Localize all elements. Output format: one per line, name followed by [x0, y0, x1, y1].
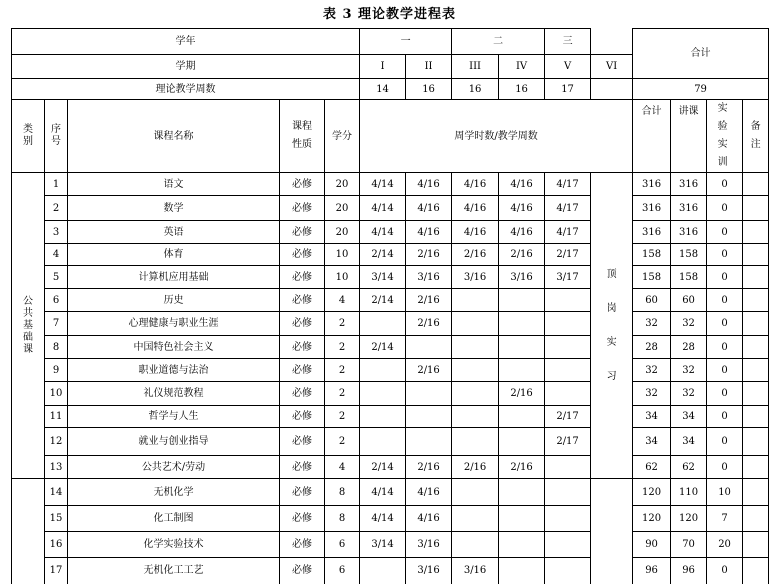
row-no: 17 [45, 558, 68, 584]
row-sem-3: 3/16 [452, 558, 499, 584]
row-sem-2 [406, 406, 452, 428]
table-row [12, 173, 769, 196]
header-year-3-spacer [591, 29, 633, 55]
table-row [12, 532, 769, 558]
row-remark [743, 289, 769, 312]
row-sem-4 [499, 289, 545, 312]
row-lab: 0 [707, 266, 743, 289]
row-course-name: 化学实验技术 [68, 532, 280, 558]
table-row [12, 382, 769, 406]
row-sem-5 [545, 359, 591, 382]
row-sem-1: 4/14 [360, 221, 406, 244]
row-sem-2: 4/16 [406, 173, 452, 196]
row-credit: 10 [325, 266, 360, 289]
row-credit: 8 [325, 506, 360, 532]
row-sem-3: 4/16 [452, 196, 499, 221]
row-course-type: 必修 [280, 289, 325, 312]
row-course-name: 化工制图 [68, 506, 280, 532]
row-sem-5: 4/17 [545, 173, 591, 196]
row-total: 158 [633, 266, 671, 289]
row-no: 13 [45, 456, 68, 479]
table-row [12, 558, 769, 584]
row-credit: 2 [325, 336, 360, 359]
row-lecture: 110 [671, 479, 707, 506]
row-no: 16 [45, 532, 68, 558]
row-remark [743, 244, 769, 266]
row-total: 96 [633, 558, 671, 584]
row-course-name: 中国特色社会主义 [68, 336, 280, 359]
row-sem-2 [406, 382, 452, 406]
table-title: 表 3 理论教学进程表 [322, 7, 457, 22]
table-row [12, 336, 769, 359]
row-sem-1 [360, 382, 406, 406]
row-remark [743, 221, 769, 244]
row-lecture: 96 [671, 558, 707, 584]
header-year-3: 三 [545, 29, 591, 55]
header-kecheng-mingcheng: 课程名称 [68, 100, 280, 173]
row-course-type: 必修 [280, 359, 325, 382]
row-sem-5: 2/17 [545, 244, 591, 266]
header-xueqi: 学期 [12, 55, 360, 79]
header-zhoushu-label: 理论教学周数 [12, 79, 360, 100]
row-sem-2: 2/16 [406, 312, 452, 336]
header-row-columns [12, 100, 769, 173]
row-sem-5 [545, 336, 591, 359]
row-credit: 6 [325, 532, 360, 558]
row-sem-5 [545, 312, 591, 336]
row-course-type: 必修 [280, 266, 325, 289]
row-lecture: 34 [671, 406, 707, 428]
header-xuhao: 序号 [45, 100, 68, 173]
row-sem-5 [545, 532, 591, 558]
table-row [12, 266, 769, 289]
row-sem-1 [360, 428, 406, 456]
row-sem-3 [452, 382, 499, 406]
row-total: 120 [633, 479, 671, 506]
row-sem-1 [360, 359, 406, 382]
row-sem-4: 4/16 [499, 173, 545, 196]
row-sem-4 [499, 428, 545, 456]
table-row [12, 428, 769, 456]
row-lab: 0 [707, 406, 743, 428]
row-course-type: 必修 [280, 221, 325, 244]
row-course-name: 英语 [68, 221, 280, 244]
table-row [12, 479, 769, 506]
header-row-weeks [12, 79, 769, 100]
row-course-name: 体育 [68, 244, 280, 266]
row-sem-2: 3/16 [406, 558, 452, 584]
row-total: 316 [633, 173, 671, 196]
row-sem-2: 3/16 [406, 266, 452, 289]
row-sem-3 [452, 506, 499, 532]
row-credit: 20 [325, 196, 360, 221]
row-no: 7 [45, 312, 68, 336]
row-remark [743, 506, 769, 532]
row-course-name: 礼仪规范教程 [68, 382, 280, 406]
row-lecture: 28 [671, 336, 707, 359]
row-course-name: 语文 [68, 173, 280, 196]
group-public-basic: 公共基础课 [12, 173, 45, 479]
row-course-type: 必修 [280, 456, 325, 479]
row-no: 5 [45, 266, 68, 289]
row-sem-3 [452, 428, 499, 456]
row-course-type: 必修 [280, 196, 325, 221]
row-sem-1: 3/14 [360, 266, 406, 289]
row-sem-4 [499, 479, 545, 506]
row-course-type: 必修 [280, 336, 325, 359]
row-course-name: 无机化工工艺 [68, 558, 280, 584]
row-sem-3: 4/16 [452, 173, 499, 196]
row-lab: 0 [707, 244, 743, 266]
row-total: 62 [633, 456, 671, 479]
row-sem-4: 4/16 [499, 196, 545, 221]
row-lecture: 316 [671, 221, 707, 244]
row-sem-4 [499, 506, 545, 532]
row-sem-5: 2/17 [545, 428, 591, 456]
weeks-semester-4: 16 [499, 79, 545, 100]
row-sem-2: 2/16 [406, 289, 452, 312]
row-sem-1: 4/14 [360, 173, 406, 196]
row-total: 60 [633, 289, 671, 312]
row-sem-4 [499, 312, 545, 336]
row-lab: 7 [707, 506, 743, 532]
group-professional [12, 479, 45, 584]
table-row [12, 289, 769, 312]
header-semester-5: V [545, 55, 591, 79]
row-lab: 10 [707, 479, 743, 506]
row-remark [743, 359, 769, 382]
row-sem-1 [360, 406, 406, 428]
row-credit: 4 [325, 456, 360, 479]
weeks-semester-1: 14 [360, 79, 406, 100]
row-no: 1 [45, 173, 68, 196]
row-credit: 2 [325, 359, 360, 382]
row-sem-1: 2/14 [360, 289, 406, 312]
header-heji-col: 合计 [633, 100, 671, 173]
row-total: 32 [633, 382, 671, 406]
row-lecture: 158 [671, 266, 707, 289]
header-leibie: 类别 [12, 100, 45, 173]
row-sem-1: 4/14 [360, 196, 406, 221]
row-lecture: 120 [671, 506, 707, 532]
row-lab: 0 [707, 196, 743, 221]
row-total: 32 [633, 312, 671, 336]
row-sem-1: 2/14 [360, 456, 406, 479]
row-sem-3: 2/16 [452, 456, 499, 479]
row-sem-3 [452, 289, 499, 312]
row-sem-4: 4/16 [499, 221, 545, 244]
row-sem-5: 4/17 [545, 196, 591, 221]
row-sem-4 [499, 359, 545, 382]
row-no: 10 [45, 382, 68, 406]
row-no: 14 [45, 479, 68, 506]
row-sem-1: 2/14 [360, 244, 406, 266]
row-sem-3 [452, 359, 499, 382]
row-course-type: 必修 [280, 506, 325, 532]
row-remark [743, 196, 769, 221]
row-sem-5: 4/17 [545, 221, 591, 244]
row-no: 15 [45, 506, 68, 532]
row-sem-1 [360, 312, 406, 336]
row-lab: 0 [707, 336, 743, 359]
row-sem-1: 3/14 [360, 532, 406, 558]
row-course-name: 就业与创业指导 [68, 428, 280, 456]
row-sem-2: 4/16 [406, 221, 452, 244]
row-remark [743, 428, 769, 456]
row-total: 316 [633, 196, 671, 221]
row-credit: 2 [325, 382, 360, 406]
row-remark [743, 266, 769, 289]
row-sem-2 [406, 428, 452, 456]
row-course-type: 必修 [280, 428, 325, 456]
internship-cell-2 [591, 479, 633, 584]
row-sem-3 [452, 336, 499, 359]
row-lab: 0 [707, 428, 743, 456]
header-kecheng-xingzhi: 课程性质 [280, 100, 325, 173]
row-course-type: 必修 [280, 244, 325, 266]
internship-cell: 顶岗实习 [591, 173, 633, 479]
row-sem-5 [545, 289, 591, 312]
table-row [12, 221, 769, 244]
row-sem-3: 3/16 [452, 266, 499, 289]
table-row [12, 196, 769, 221]
row-sem-1: 2/14 [360, 336, 406, 359]
header-semester-6: VI [591, 55, 633, 79]
row-credit: 20 [325, 221, 360, 244]
row-remark [743, 406, 769, 428]
row-credit: 10 [325, 244, 360, 266]
row-no: 6 [45, 289, 68, 312]
row-course-type: 必修 [280, 382, 325, 406]
row-lecture: 32 [671, 359, 707, 382]
row-sem-1: 4/14 [360, 479, 406, 506]
row-credit: 8 [325, 479, 360, 506]
row-sem-5 [545, 558, 591, 584]
row-credit: 2 [325, 428, 360, 456]
row-sem-3: 2/16 [452, 244, 499, 266]
row-lecture: 316 [671, 173, 707, 196]
row-credit: 2 [325, 312, 360, 336]
row-lab: 0 [707, 289, 743, 312]
row-lecture: 70 [671, 532, 707, 558]
row-lab: 20 [707, 532, 743, 558]
row-sem-4: 2/16 [499, 382, 545, 406]
row-no: 9 [45, 359, 68, 382]
row-sem-1: 4/14 [360, 506, 406, 532]
row-course-name: 职业道德与法治 [68, 359, 280, 382]
table-row [12, 312, 769, 336]
row-sem-3 [452, 406, 499, 428]
row-course-name: 心理健康与职业生涯 [68, 312, 280, 336]
weeks-total: 79 [633, 79, 769, 100]
row-lecture: 62 [671, 456, 707, 479]
row-course-type: 必修 [280, 406, 325, 428]
row-no: 3 [45, 221, 68, 244]
row-total: 90 [633, 532, 671, 558]
row-total: 316 [633, 221, 671, 244]
header-zhou-xueshi: 周学时数/教学周数 [360, 100, 633, 173]
row-course-type: 必修 [280, 532, 325, 558]
teaching-schedule-table [11, 28, 769, 584]
header-xuefen: 学分 [325, 100, 360, 173]
header-year-2: 二 [452, 29, 545, 55]
row-sem-2: 4/16 [406, 196, 452, 221]
header-year-1: 一 [360, 29, 452, 55]
row-sem-1 [360, 558, 406, 584]
row-remark [743, 336, 769, 359]
row-lab: 0 [707, 312, 743, 336]
row-course-type: 必修 [280, 312, 325, 336]
table-row [12, 406, 769, 428]
row-lecture: 316 [671, 196, 707, 221]
row-lab: 0 [707, 456, 743, 479]
row-course-name: 公共艺术/劳动 [68, 456, 280, 479]
row-no: 4 [45, 244, 68, 266]
header-semester-1: I [360, 55, 406, 79]
row-lecture: 34 [671, 428, 707, 456]
row-sem-2: 3/16 [406, 532, 452, 558]
row-sem-4 [499, 406, 545, 428]
row-sem-4 [499, 532, 545, 558]
weeks-semester-5: 17 [545, 79, 591, 100]
row-sem-5 [545, 456, 591, 479]
row-remark [743, 558, 769, 584]
row-lab: 0 [707, 359, 743, 382]
row-sem-2 [406, 336, 452, 359]
header-semester-3: III [452, 55, 499, 79]
row-total: 28 [633, 336, 671, 359]
row-sem-5 [545, 382, 591, 406]
row-sem-2: 2/16 [406, 456, 452, 479]
row-sem-2: 2/16 [406, 244, 452, 266]
row-remark [743, 382, 769, 406]
row-course-type: 必修 [280, 558, 325, 584]
row-sem-2: 4/16 [406, 506, 452, 532]
row-sem-5 [545, 506, 591, 532]
header-row-year [12, 29, 769, 55]
row-course-type: 必修 [280, 479, 325, 506]
row-lab: 0 [707, 382, 743, 406]
row-lecture: 60 [671, 289, 707, 312]
row-remark [743, 312, 769, 336]
row-credit: 20 [325, 173, 360, 196]
row-sem-3: 4/16 [452, 221, 499, 244]
header-semester-4: IV [499, 55, 545, 79]
row-sem-4: 2/16 [499, 456, 545, 479]
row-sem-4: 3/16 [499, 266, 545, 289]
row-total: 120 [633, 506, 671, 532]
row-sem-2: 4/16 [406, 479, 452, 506]
row-course-name: 无机化学 [68, 479, 280, 506]
row-credit: 2 [325, 406, 360, 428]
row-sem-2: 2/16 [406, 359, 452, 382]
row-total: 158 [633, 244, 671, 266]
header-beizhu: 备注 [743, 100, 769, 173]
row-remark [743, 173, 769, 196]
row-total: 34 [633, 428, 671, 456]
row-lecture: 158 [671, 244, 707, 266]
table-row [12, 506, 769, 532]
row-total: 34 [633, 406, 671, 428]
row-course-type: 必修 [280, 173, 325, 196]
row-no: 11 [45, 406, 68, 428]
row-no: 8 [45, 336, 68, 359]
row-sem-4 [499, 336, 545, 359]
row-remark [743, 456, 769, 479]
row-lab: 0 [707, 221, 743, 244]
row-total: 32 [633, 359, 671, 382]
weeks-semester-6 [591, 79, 633, 100]
header-shiyan: 实验实训 [707, 100, 743, 173]
header-jiangke: 讲课 [671, 100, 707, 173]
row-course-name: 哲学与人生 [68, 406, 280, 428]
row-course-name: 历史 [68, 289, 280, 312]
weeks-semester-3: 16 [452, 79, 499, 100]
row-no: 2 [45, 196, 68, 221]
row-course-name: 计算机应用基础 [68, 266, 280, 289]
row-remark [743, 532, 769, 558]
row-sem-5 [545, 479, 591, 506]
row-credit: 4 [325, 289, 360, 312]
table-row [12, 359, 769, 382]
row-lecture: 32 [671, 382, 707, 406]
row-no: 12 [45, 428, 68, 456]
row-sem-4 [499, 558, 545, 584]
row-sem-3 [452, 479, 499, 506]
row-sem-5: 3/17 [545, 266, 591, 289]
header-heji: 合计 [633, 29, 769, 79]
row-sem-5: 2/17 [545, 406, 591, 428]
row-lab: 0 [707, 173, 743, 196]
row-sem-3 [452, 312, 499, 336]
row-sem-3 [452, 532, 499, 558]
row-remark [743, 479, 769, 506]
table-row [12, 244, 769, 266]
row-lecture: 32 [671, 312, 707, 336]
header-xuenian: 学年 [12, 29, 360, 55]
row-lab: 0 [707, 558, 743, 584]
row-course-name: 数学 [68, 196, 280, 221]
table-row [12, 456, 769, 479]
row-credit: 6 [325, 558, 360, 584]
header-semester-2: II [406, 55, 452, 79]
row-sem-4: 2/16 [499, 244, 545, 266]
weeks-semester-2: 16 [406, 79, 452, 100]
